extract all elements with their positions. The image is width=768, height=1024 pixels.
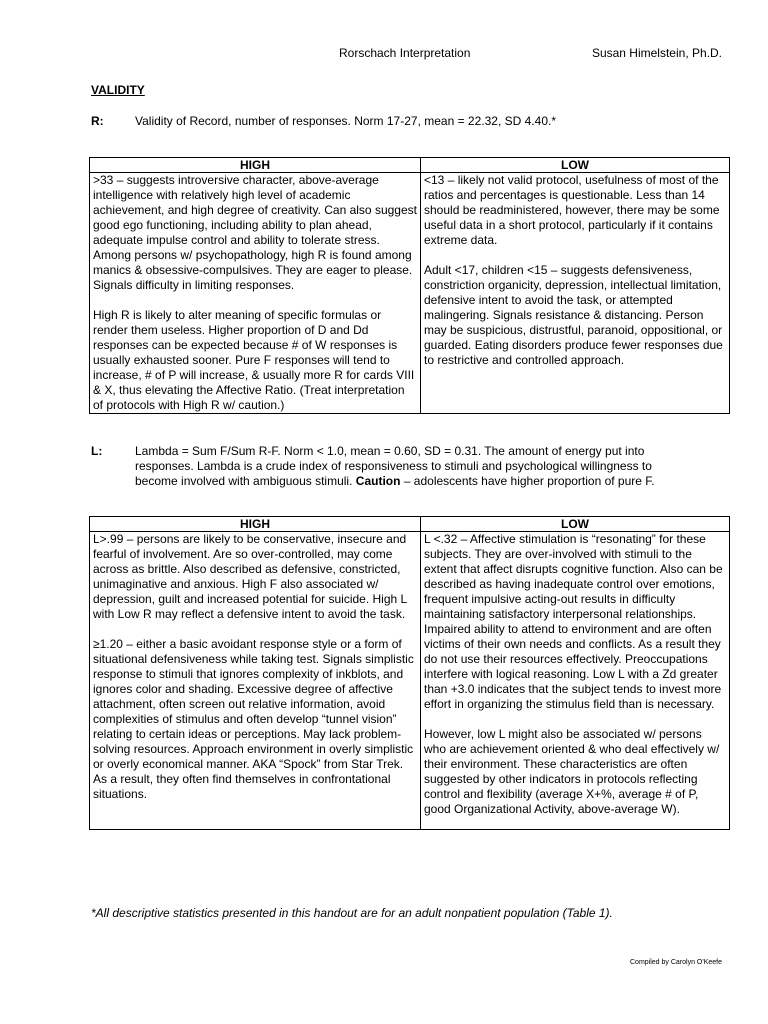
- table1-low-header: LOW: [421, 158, 730, 173]
- table2-high-paragraph: ≥1.20 – either a basic avoidant response style or a form of situational defensiveness while taking test. Signals simplistic response to stimuli that ignores complexity of inkblots, and ignores color and shading. Excessive degree of affective attachment, often screen out relative information, avoid complexities of stimulus and often develop “tunnel vision” relating to certain ideas or perceptions. May lack problem-solving resources. Approach environment in overly simplistic or overly economical manner. AKA “Spock” from Star Trek. As a result, they often find themselves in confrontational situations.: [93, 637, 414, 801]
- table2-low-paragraph: L <.32 – Affective stimulation is “resonating” for these subjects. They are over-involved with stimuli to the extent that affect disrupts cognitive function. Also can be described as having inadequate control over emotions, frequent impulsive acting-out results in difficulty maintaining satisfactory interpersonal relationships. Impaired ability to attend to environment and are often victims of their own needs and conflicts. As a result they do not use their resources effectively. Preoccupations interfere with logical reasoning. Low L with a Zd greater than +3.0 indicates that the subject tends to invest more effort in organizing the stimulus field than is necessary.: [424, 532, 723, 711]
- table1-low-paragraph: Adult <17, children <15 – suggests defensiveness, constriction organicity, depression, intellectual limitation, defensive intent to avoid the task, or attempted malingering. Signals resistance & distancing. Person may be suspicious, distrustful, paranoid, oppositional, or guarded. Eating disorders produce fewer responses due to restrictive and controlled approach.: [424, 263, 723, 367]
- table2-high-cell: [90, 532, 421, 830]
- table2-high-header: HIGH: [90, 517, 421, 532]
- r-description: Validity of Record, number of responses. Norm 17-27, mean = 22.32, SD 4.40.*: [135, 114, 556, 128]
- table1-high-cell: [90, 173, 421, 414]
- table1-high-header: HIGH: [90, 158, 421, 173]
- table1-low-cell: [421, 173, 730, 414]
- r-key: R:: [91, 114, 104, 128]
- table1-high-paragraph: >33 – suggests introversive character, above-average intelligence with relatively high level of academic achievement, and high degree of creativity. Can also suggest good ego functioning, including ability to plan ahead, adequate impulse control and ability to tolerate stress. Among persons w/ psychopathology, high R is found among manics & obsessive-compulsives. They are eager to please. Signals difficulty in limiting responses.: [93, 173, 417, 292]
- table2-high-paragraph: L>.99 – persons are likely to be conservative, insecure and fearful of involvement. Are so over-controlled, may come across as brittle. Also described as defensive, constricted, unimaginative and anxious. High F also associated w/ depression, guilt and increased potential for suicide. High L with Low R may reflect a defensive intent to avoid the task.: [93, 532, 407, 621]
- r-interpretation-table: [89, 157, 730, 414]
- caution-text: – adolescents have higher proportion of pure F.: [400, 474, 655, 488]
- table2-low-header: LOW: [421, 517, 730, 532]
- table2-low-paragraph: However, low L might also be associated w/ persons who are achievement oriented & who deal effectively w/ their environment. These characteristics are often suggested by other indicators in protocols reflecting control and flexibility (average X+%, average # of P, good Organizational Activity, above-average W).: [424, 727, 720, 816]
- document-author: Susan Himelstein, Ph.D.: [591, 46, 722, 60]
- table1-high-paragraph: High R is likely to alter meaning of specific formulas or render them useless. Higher proportion of D and Dd responses can be expected because # of W responses is usually exhausted sooner. Pure F responses will tend to increase, # of P will increase, & usually more R for cards VIII & X, thus elevating the Affective Ratio. (Treat interpretation of protocols with High R w/ caution.): [93, 308, 415, 412]
- table1-low-paragraph: <13 – likely not valid protocol, usefulness of most of the ratios and percentages is questionable. Less than 14 should be readministered, however, there may be some useful data in a short protocol, particularly if it contains extreme data.: [424, 173, 720, 247]
- document-title: Rorschach Interpretation: [339, 46, 471, 60]
- l-key: L:: [91, 444, 103, 458]
- footnote: *All descriptive statistics presented in this handout are for an adult nonpatient population (Table 1).: [91, 906, 613, 920]
- lambda-text: Lambda = Sum F/Sum R-F. Norm < 1.0, mean = 0.60, SD = 0.31. The amount of energy put into responses. Lambda is a crude index of responsiveness to stimuli and psychological willingness to become involved with ambiguous stimuli.: [135, 444, 652, 488]
- table2-low-cell: [421, 532, 730, 830]
- compiled-by: Compiled by Carolyn O'Keefe: [630, 959, 722, 966]
- lambda-definition: [91, 444, 695, 489]
- lambda-description: [135, 444, 695, 489]
- section-heading-validity: VALIDITY: [91, 83, 145, 97]
- lambda-interpretation-table: [89, 516, 730, 830]
- r-definition: [91, 114, 695, 129]
- caution-label: Caution: [355, 474, 401, 488]
